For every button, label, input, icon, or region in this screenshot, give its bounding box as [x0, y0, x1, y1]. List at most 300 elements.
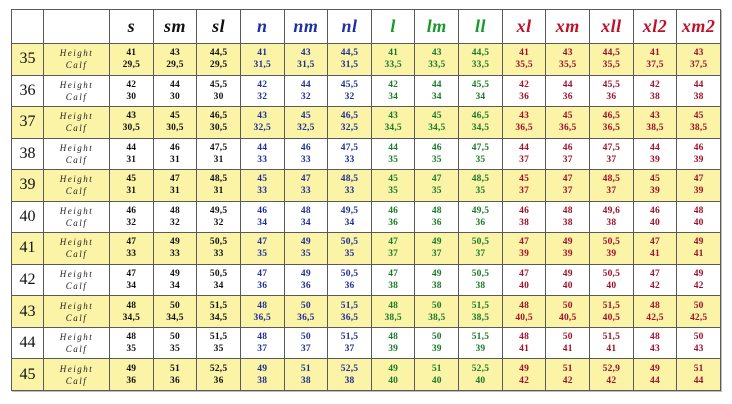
calf-value: 29,5: [209, 60, 228, 71]
measure-labels: [44, 138, 110, 170]
height-value: 47,5: [471, 142, 490, 153]
height-value: 47: [300, 174, 311, 185]
calf-value: 31: [213, 154, 224, 165]
calf-value: 38: [475, 280, 486, 291]
height-value: 42: [519, 79, 530, 90]
height-value: 50: [562, 300, 573, 311]
value-cell: [459, 359, 503, 391]
value-cell: [502, 264, 546, 296]
value-cell: [328, 201, 372, 233]
height-value: 48: [650, 332, 660, 343]
header-row: [12, 10, 721, 44]
table-row: [12, 107, 721, 139]
value-cell: [415, 170, 459, 202]
height-value: 43: [519, 111, 530, 122]
height-value: 45: [650, 174, 660, 185]
calf-value: 36: [344, 280, 355, 291]
calf-value: 40: [606, 280, 617, 291]
calf-value: 38,5: [471, 312, 490, 323]
value-cell: [240, 44, 284, 76]
height-value: 45,5: [471, 79, 490, 90]
height-value: 45: [126, 174, 137, 185]
size-table: [11, 9, 721, 391]
height-value: 46: [300, 142, 311, 153]
value-cell: [197, 107, 241, 139]
calf-value: 35: [431, 186, 442, 197]
value-cell: [240, 138, 284, 170]
value-cell: [284, 327, 328, 359]
calf-value: 36: [562, 91, 573, 102]
height-value: 43: [562, 48, 573, 59]
calf-value: 32: [213, 217, 224, 228]
calf-value: 36: [126, 375, 137, 386]
calf-value: 31: [170, 186, 180, 197]
height-value: 45,5: [602, 79, 621, 90]
calf-value: 43: [693, 344, 704, 355]
value-cell: [197, 138, 241, 170]
column-header: xl2: [633, 10, 677, 44]
calf-value: 42,5: [689, 312, 708, 323]
calf-value: 38,5: [428, 312, 446, 323]
value-cell: [459, 264, 503, 296]
height-value: 50,5: [209, 237, 228, 248]
calf-value: 41: [519, 344, 530, 355]
column-header: l: [371, 10, 415, 44]
value-cell: [677, 327, 721, 359]
calf-value: 30,5: [122, 123, 141, 134]
value-cell: [590, 75, 634, 107]
value-cell: [328, 170, 372, 202]
height-value: 43: [650, 111, 660, 122]
height-value: 47,5: [340, 142, 359, 153]
calf-value: 34: [300, 217, 311, 228]
value-cell: [328, 264, 372, 296]
height-value: 45,5: [340, 79, 359, 90]
value-cell: [546, 296, 590, 328]
height-value: 50: [300, 300, 311, 311]
calf-value: 38: [257, 375, 268, 386]
height-value: 46: [519, 205, 530, 216]
value-cell: [328, 233, 372, 265]
calf-value: 42: [606, 375, 617, 386]
value-cell: [633, 359, 677, 391]
value-cell: [633, 233, 677, 265]
height-value: 42: [257, 79, 268, 90]
table-row: [12, 359, 721, 391]
calf-value: 40,5: [515, 312, 533, 323]
height-value: 51: [562, 363, 573, 374]
calf-value: 37,5: [689, 60, 708, 71]
table-row: [12, 296, 721, 328]
calf-value: 33: [300, 154, 311, 165]
value-cell: [502, 296, 546, 328]
value-cell: [197, 201, 241, 233]
calf-value: 35: [213, 344, 224, 355]
calf-value: 34: [126, 280, 137, 291]
calf-value: 36,5: [297, 312, 315, 323]
height-value: 51,5: [209, 332, 228, 343]
calf-value: 38: [606, 217, 617, 228]
height-label: Height: [59, 142, 94, 153]
measure-labels: [44, 201, 110, 233]
height-value: 49: [519, 363, 530, 374]
value-cell: [110, 107, 154, 139]
calf-value: 29,5: [166, 60, 184, 71]
value-cell: [110, 138, 154, 170]
value-cell: [677, 233, 721, 265]
size-number: 45: [12, 359, 44, 391]
value-cell: [415, 264, 459, 296]
calf-value: 39: [650, 186, 660, 197]
value-cell: [415, 107, 459, 139]
value-cell: [459, 327, 503, 359]
height-value: 49: [650, 363, 660, 374]
height-value: 44: [693, 79, 704, 90]
value-cell: [240, 201, 284, 233]
height-value: 48: [388, 332, 399, 343]
height-value: 46: [650, 205, 660, 216]
calf-value: 40: [519, 280, 530, 291]
value-cell: [153, 170, 197, 202]
value-cell: [459, 138, 503, 170]
calf-value: 31,5: [297, 60, 315, 71]
value-cell: [590, 233, 634, 265]
value-cell: [240, 75, 284, 107]
calf-value: 32: [344, 91, 355, 102]
height-value: 49,5: [471, 205, 490, 216]
value-cell: [546, 201, 590, 233]
height-value: 47,5: [209, 142, 228, 153]
calf-value: 32,5: [253, 123, 271, 134]
value-cell: [110, 75, 154, 107]
height-value: 44,5: [602, 48, 621, 59]
height-value: 45: [519, 174, 530, 185]
height-value: 46,5: [471, 111, 490, 122]
calf-value: 34,5: [209, 312, 228, 323]
calf-value: 30,5: [166, 123, 184, 134]
height-value: 43: [693, 48, 704, 59]
calf-label: Calf: [65, 154, 88, 165]
calf-value: 31: [126, 154, 137, 165]
calf-value: 31: [213, 186, 224, 197]
height-value: 48: [300, 205, 311, 216]
calf-value: 38,5: [384, 312, 402, 323]
calf-value: 30: [126, 91, 137, 102]
height-value: 49: [693, 268, 704, 279]
calf-value: 33,5: [384, 60, 402, 71]
value-cell: [197, 264, 241, 296]
size-number: 39: [12, 170, 44, 202]
value-cell: [110, 296, 154, 328]
value-cell: [284, 170, 328, 202]
value-cell: [415, 75, 459, 107]
table-row: [12, 264, 721, 296]
calf-value: 39: [650, 154, 660, 165]
table-row: [12, 201, 721, 233]
value-cell: [284, 201, 328, 233]
height-value: 51,5: [340, 332, 359, 343]
height-label: Height: [59, 79, 94, 90]
measure-labels: [44, 233, 110, 265]
height-value: 49,6: [602, 205, 621, 216]
value-cell: [677, 170, 721, 202]
calf-value: 40: [388, 375, 399, 386]
measure-labels: [44, 170, 110, 202]
size-number: 38: [12, 138, 44, 170]
calf-value: 35: [475, 154, 486, 165]
calf-value: 35: [344, 249, 355, 260]
value-cell: [328, 296, 372, 328]
calf-value: 37,5: [646, 60, 664, 71]
calf-value: 33: [257, 186, 268, 197]
value-cell: [459, 170, 503, 202]
calf-value: 44: [650, 375, 660, 386]
calf-value: 38: [562, 217, 573, 228]
value-cell: [590, 264, 634, 296]
value-cell: [502, 44, 546, 76]
height-value: 41: [650, 48, 660, 59]
calf-value: 34,5: [384, 123, 402, 134]
column-header: sl: [197, 10, 241, 44]
value-cell: [633, 44, 677, 76]
calf-value: 33: [344, 186, 355, 197]
column-header: xl: [502, 10, 546, 44]
value-cell: [590, 44, 634, 76]
height-value: 44: [650, 142, 660, 153]
value-cell: [153, 44, 197, 76]
value-cell: [240, 359, 284, 391]
height-value: 49: [257, 363, 268, 374]
value-cell: [415, 359, 459, 391]
value-cell: [371, 296, 415, 328]
calf-value: 36,5: [340, 312, 359, 323]
calf-value: 38: [300, 375, 311, 386]
height-value: 49: [431, 268, 442, 279]
table-row: [12, 170, 721, 202]
value-cell: [328, 75, 372, 107]
column-header: xm: [546, 10, 590, 44]
value-cell: [153, 296, 197, 328]
calf-value: 32,5: [297, 123, 315, 134]
height-value: 45: [300, 111, 311, 122]
column-header: s: [110, 10, 154, 44]
calf-value: 38: [344, 375, 355, 386]
value-cell: [197, 75, 241, 107]
value-cell: [459, 75, 503, 107]
calf-value: 33: [300, 186, 311, 197]
value-cell: [415, 138, 459, 170]
value-cell: [590, 138, 634, 170]
value-cell: [546, 75, 590, 107]
value-cell: [371, 201, 415, 233]
value-cell: [110, 233, 154, 265]
calf-value: 39: [431, 344, 442, 355]
height-value: 47: [126, 237, 137, 248]
height-value: 48: [519, 300, 530, 311]
value-cell: [110, 44, 154, 76]
height-value: 44: [388, 142, 399, 153]
calf-value: 38,5: [646, 123, 664, 134]
height-value: 46: [388, 205, 399, 216]
height-value: 49: [562, 268, 573, 279]
table-row: [12, 233, 721, 265]
value-cell: [240, 233, 284, 265]
height-value: 46,5: [602, 111, 621, 122]
calf-label: Calf: [65, 249, 88, 260]
calf-value: 36: [257, 280, 268, 291]
height-label: Height: [59, 205, 94, 216]
height-value: 48,5: [340, 174, 359, 185]
calf-value: 42: [519, 375, 530, 386]
value-cell: [459, 296, 503, 328]
height-value: 45: [693, 111, 704, 122]
calf-label: Calf: [65, 91, 88, 102]
calf-value: 35: [300, 249, 311, 260]
calf-value: 36: [431, 217, 442, 228]
calf-value: 37: [257, 344, 268, 355]
value-cell: [633, 107, 677, 139]
calf-value: 33: [257, 154, 268, 165]
height-value: 50: [170, 332, 180, 343]
calf-value: 32: [300, 91, 311, 102]
calf-value: 33: [126, 249, 137, 260]
calf-value: 39: [693, 186, 704, 197]
height-value: 45,5: [209, 79, 228, 90]
height-value: 48: [126, 300, 137, 311]
value-cell: [197, 233, 241, 265]
calf-value: 42: [562, 375, 573, 386]
height-label: Height: [59, 48, 94, 59]
height-value: 49: [300, 237, 311, 248]
calf-value: 35: [388, 154, 399, 165]
calf-value: 41: [562, 344, 573, 355]
value-cell: [284, 75, 328, 107]
value-cell: [677, 264, 721, 296]
height-value: 47: [650, 268, 660, 279]
height-value: 51,5: [471, 332, 490, 343]
height-value: 48: [431, 205, 442, 216]
calf-value: 36,5: [515, 123, 533, 134]
height-value: 47: [519, 237, 530, 248]
value-cell: [677, 138, 721, 170]
height-value: 48: [519, 332, 530, 343]
calf-value: 37: [562, 186, 573, 197]
calf-value: 37: [519, 186, 530, 197]
size-number: 44: [12, 327, 44, 359]
calf-value: 32: [126, 217, 137, 228]
calf-value: 34,5: [428, 123, 446, 134]
calf-value: 30: [170, 91, 180, 102]
height-value: 46: [257, 205, 268, 216]
height-value: 44: [257, 142, 268, 153]
height-label: Height: [59, 268, 94, 279]
calf-value: 35: [126, 344, 137, 355]
calf-value: 40,5: [559, 312, 577, 323]
value-cell: [459, 44, 503, 76]
value-cell: [677, 75, 721, 107]
height-value: 48: [170, 205, 180, 216]
calf-value: 30,5: [209, 123, 228, 134]
value-cell: [284, 233, 328, 265]
height-label: Height: [59, 332, 94, 343]
height-value: 43: [170, 48, 180, 59]
height-value: 48: [257, 332, 268, 343]
height-value: 50: [562, 332, 573, 343]
value-cell: [371, 359, 415, 391]
calf-value: 32: [257, 91, 268, 102]
height-value: 50: [431, 300, 442, 311]
value-cell: [590, 170, 634, 202]
calf-value: 38: [519, 217, 530, 228]
calf-value: 33,5: [471, 60, 490, 71]
table-row: [12, 75, 721, 107]
value-cell: [546, 170, 590, 202]
calf-value: 41: [693, 249, 704, 260]
value-cell: [546, 44, 590, 76]
calf-label: Calf: [65, 60, 88, 71]
calf-value: 38: [650, 91, 660, 102]
calf-value: 37: [475, 249, 486, 260]
calf-value: 34: [431, 91, 442, 102]
height-value: 52,5: [209, 363, 228, 374]
value-cell: [546, 107, 590, 139]
height-value: 43: [388, 111, 399, 122]
calf-value: 40: [562, 280, 573, 291]
measure-labels: [44, 44, 110, 76]
height-value: 47: [650, 237, 660, 248]
calf-value: 34,5: [122, 312, 141, 323]
height-value: 46: [170, 142, 180, 153]
calf-value: 36,5: [602, 123, 621, 134]
column-header: xll: [590, 10, 634, 44]
height-value: 48: [650, 300, 660, 311]
value-cell: [633, 201, 677, 233]
height-value: 46,5: [209, 111, 228, 122]
height-value: 47,5: [602, 142, 621, 153]
calf-value: 39: [606, 249, 617, 260]
value-cell: [240, 327, 284, 359]
table-row: [12, 138, 721, 170]
value-cell: [415, 327, 459, 359]
calf-value: 39: [519, 249, 530, 260]
height-label: Height: [59, 363, 94, 374]
height-value: 44,5: [209, 48, 228, 59]
value-cell: [502, 359, 546, 391]
height-value: 44,5: [471, 48, 490, 59]
size-chart: [11, 9, 721, 391]
height-value: 44,5: [340, 48, 359, 59]
height-value: 49: [562, 237, 573, 248]
value-cell: [240, 107, 284, 139]
value-cell: [153, 107, 197, 139]
height-value: 44: [431, 79, 442, 90]
height-value: 45: [257, 174, 268, 185]
value-cell: [590, 201, 634, 233]
calf-value: 29,5: [122, 60, 141, 71]
calf-value: 37: [388, 249, 399, 260]
value-cell: [633, 296, 677, 328]
calf-value: 35: [257, 249, 268, 260]
value-cell: [371, 170, 415, 202]
value-cell: [284, 359, 328, 391]
calf-value: 34: [170, 280, 180, 291]
size-number: 41: [12, 233, 44, 265]
value-cell: [153, 75, 197, 107]
height-value: 47: [562, 174, 573, 185]
calf-value: 30: [213, 91, 224, 102]
value-cell: [153, 138, 197, 170]
height-value: 50,5: [471, 268, 490, 279]
